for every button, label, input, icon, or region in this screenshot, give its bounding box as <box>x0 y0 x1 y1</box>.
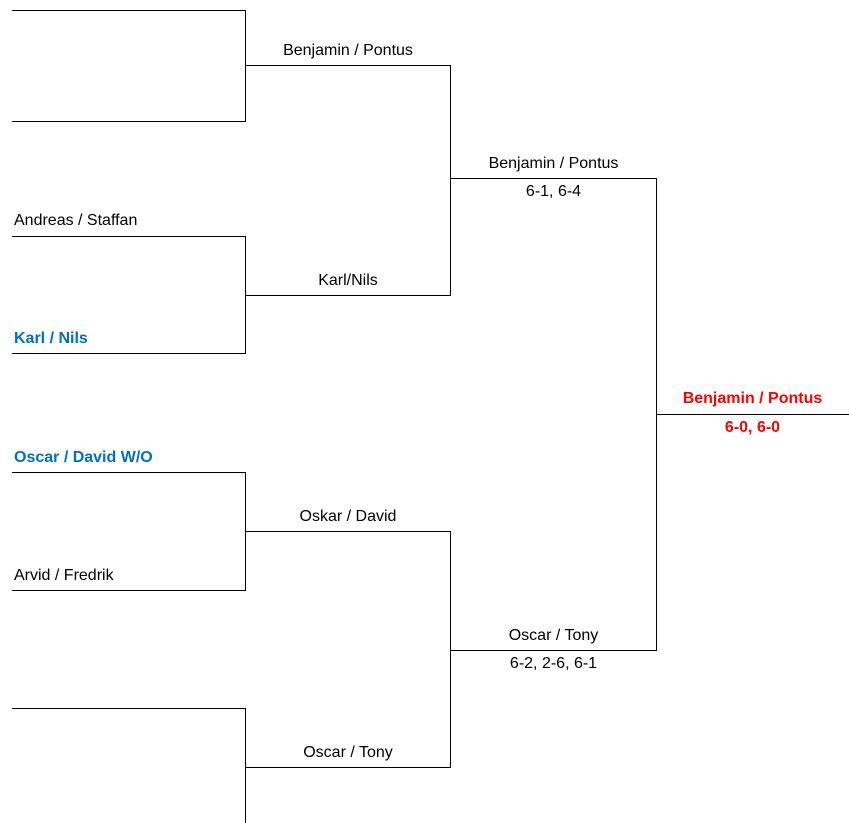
sf-bottom-team: Oscar / Tony <box>508 627 599 644</box>
r2-match2-team: Karl/Nils <box>318 272 378 289</box>
r1-slot6-line <box>12 590 246 591</box>
r2-match4-line <box>245 767 451 768</box>
sf-bottom-line <box>450 650 657 651</box>
r2-match1-line <box>245 65 451 66</box>
r1-slot4-team: Karl / Nils <box>14 330 88 347</box>
r1-slot7-line <box>12 708 246 709</box>
r1-match1-connector <box>245 10 246 122</box>
r2-match2-line <box>245 295 451 296</box>
r1-slot3-team: Andreas / Staffan <box>14 212 138 229</box>
r1-slot5-line <box>12 472 246 473</box>
r2-match3-team: Oskar / David <box>299 508 397 525</box>
r1-slot5-team: Oscar / David W/O <box>14 449 153 466</box>
sf-bottom-score: 6-2, 2-6, 6-1 <box>509 655 598 672</box>
r1-slot1-line <box>12 10 246 11</box>
r1-slot2-line <box>12 121 246 122</box>
sf-top-score: 6-1, 6-4 <box>525 183 582 200</box>
r2-match4-team: Oscar / Tony <box>303 744 393 761</box>
sf-top-team: Benjamin / Pontus <box>488 155 619 172</box>
r1-slot3-line <box>12 236 246 237</box>
r1-slot4-line <box>12 353 246 354</box>
sf-top-line <box>450 178 657 179</box>
final-score: 6-0, 6-0 <box>724 419 781 436</box>
r1-slot6-team: Arvid / Fredrik <box>14 567 114 584</box>
r2-match3-line <box>245 531 451 532</box>
final-line <box>656 414 849 415</box>
r2-match1-team: Benjamin / Pontus <box>283 42 413 59</box>
r1-match4-connector <box>245 708 246 823</box>
r2-top-connector <box>450 65 451 296</box>
final-champion: Benjamin / Pontus <box>682 390 823 407</box>
